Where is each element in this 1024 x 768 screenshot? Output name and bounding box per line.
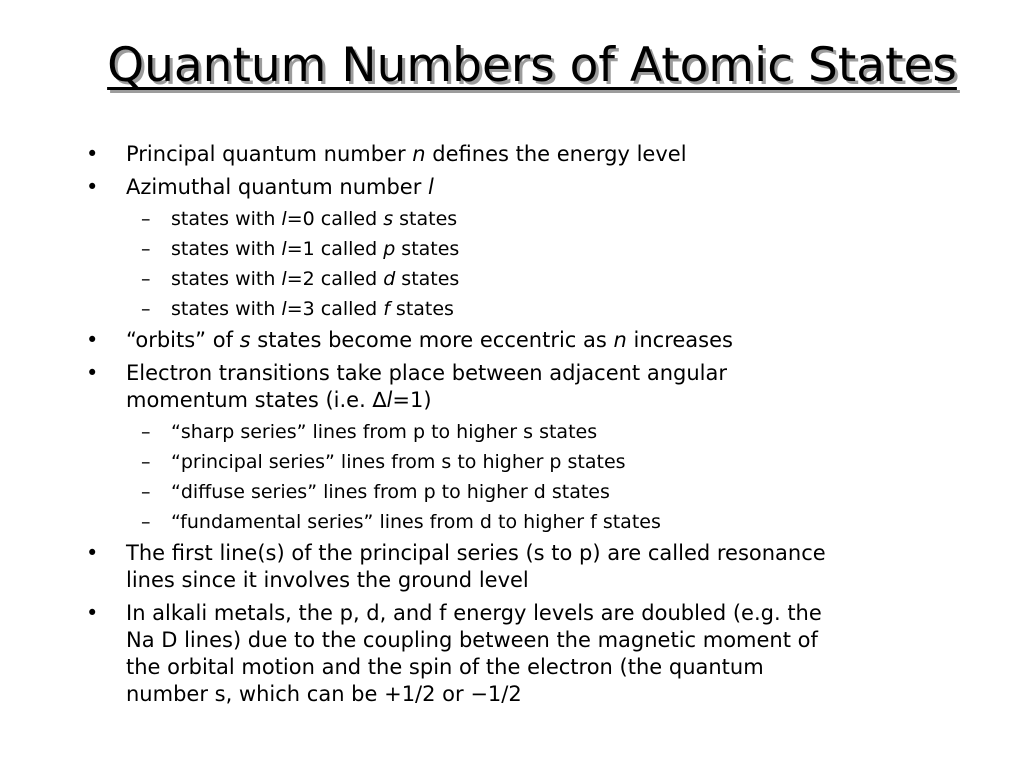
item-text: states with — [171, 268, 282, 290]
bullet-item — [0, 600, 1024, 708]
item-text: states with — [171, 208, 282, 230]
sub-bullet-item — [0, 510, 1024, 534]
item-text: In alkali metals, the p, d, and f energy levels are doubled (e.g. the — [126, 601, 822, 625]
item-text: =0 called — [286, 208, 384, 230]
item-text: d — [383, 268, 396, 290]
item-text: increases — [626, 328, 733, 352]
dash-marker: – — [141, 481, 151, 503]
item-text: lines since it involves the ground level — [126, 568, 529, 592]
dash-marker: – — [141, 208, 151, 230]
bullet-item — [0, 141, 1024, 168]
bullet-item — [0, 174, 1024, 201]
item-text: The first line(s) of the principal series (s to p) are called resonance — [126, 541, 826, 565]
bullet-item — [0, 360, 1024, 414]
bullet-marker: • — [86, 328, 99, 352]
item-text: states with — [171, 298, 282, 320]
item-text: states — [393, 208, 458, 230]
bullet-marker: • — [86, 175, 99, 199]
sub-bullet-item — [0, 297, 1024, 321]
item-text: Azimuthal quantum number — [126, 175, 429, 199]
bullet-marker: • — [86, 142, 99, 166]
item-text: l — [428, 175, 434, 199]
item-text: “fundamental series” lines from d to higher f states — [171, 511, 661, 533]
dash-marker: – — [141, 268, 151, 290]
sub-bullet-item — [0, 480, 1024, 504]
dash-marker: – — [141, 511, 151, 533]
item-text: Principal quantum number — [126, 142, 413, 166]
item-text: defines the energy level — [425, 142, 687, 166]
item-text: the orbital motion and the spin of the electron (the quantum — [126, 655, 764, 679]
item-text: “orbits” of — [126, 328, 240, 352]
item-text: =2 called — [286, 268, 384, 290]
item-text: =3 called — [286, 298, 384, 320]
dash-marker: – — [141, 451, 151, 473]
item-text: “principal series” lines from s to higher p states — [171, 451, 626, 473]
bullet-list — [0, 141, 1024, 714]
item-text: s — [383, 208, 394, 230]
sub-bullet-item — [0, 267, 1024, 291]
dash-marker: – — [141, 238, 151, 260]
sub-bullet-item — [0, 237, 1024, 261]
item-text: =1 called — [286, 238, 384, 260]
item-text: n — [613, 328, 627, 352]
item-text: “diffuse series” lines from p to higher d states — [171, 481, 610, 503]
item-text: f — [383, 298, 390, 320]
bullet-item — [0, 540, 1024, 594]
item-text: =1) — [392, 388, 432, 412]
item-text: number s, which can be +1/2 or −1/2 — [126, 682, 522, 706]
item-text: momentum states (i.e. ∆ — [126, 388, 387, 412]
item-text: l — [281, 268, 287, 290]
dash-marker: – — [141, 298, 151, 320]
item-text: “sharp series” lines from p to higher s states — [171, 421, 598, 443]
bullet-marker: • — [86, 361, 99, 385]
item-text: states — [395, 268, 460, 290]
item-text: l — [281, 238, 287, 260]
dash-marker: – — [141, 421, 151, 443]
slide-title: Quantum Numbers of Atomic States — [107, 38, 957, 93]
item-text: n — [412, 142, 426, 166]
sub-bullet-item — [0, 420, 1024, 444]
sub-bullet-item — [0, 450, 1024, 474]
item-text: l — [386, 388, 393, 412]
item-text: Electron transitions take place between adjacent angular — [126, 361, 727, 385]
bullet-item — [0, 327, 1024, 354]
item-text: s — [239, 328, 251, 352]
item-text: Na D lines) due to the coupling between the magnetic moment of — [126, 628, 818, 652]
item-text: p — [383, 238, 396, 260]
item-text: l — [281, 208, 287, 230]
item-text: states — [395, 238, 460, 260]
bullet-marker: • — [86, 601, 99, 625]
item-text: states become more eccentric as — [250, 328, 614, 352]
item-text: states — [389, 298, 454, 320]
sub-bullet-item — [0, 207, 1024, 231]
bullet-marker: • — [86, 541, 99, 565]
item-text: l — [281, 298, 287, 320]
item-text: states with — [171, 238, 282, 260]
